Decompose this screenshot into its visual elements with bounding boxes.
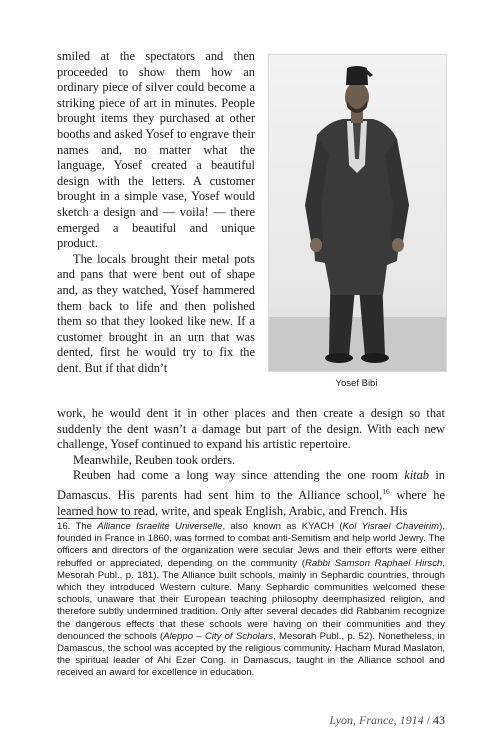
footnote-italic: Rabbi Samson Raphael Hirsch xyxy=(304,557,443,569)
page-number: 43 xyxy=(433,713,445,727)
footnote-16 xyxy=(57,521,445,680)
footnote-number: 16. xyxy=(57,521,71,532)
running-footer-separator: / xyxy=(423,713,433,727)
paragraph-4-text-a: Reuben had come a long way since attending the one room xyxy=(73,468,405,483)
portrait-photo xyxy=(268,54,447,372)
footnote-text: , Mesorah Publ., p. 181). The Alliance built schools, mainly in Sephardic countries, through which they introduced Western culture. Many Sephardic communities welcomed these schools, unaware that their European teaching philosophy deemphasized religion, and therefore subtly undermined tradition. Only after several decades did Rabbanim recognize the dangerous effects that these schools were having on their communities and they denounced the schools ( xyxy=(57,557,446,642)
footnote-text: , Mesorah Publ., p. 52). Nonetheless, in Damascus, the school was accepted by the religious community. Hacham Murad Maslaton, the spiritual leader of Ahi Ezer Cong. in Damascus, taught in the Alliance school and received an award for excellence in education. xyxy=(57,630,445,679)
photo-caption: Yosef Bibi xyxy=(335,378,378,389)
body-column-wrapped xyxy=(57,49,255,376)
running-footer xyxy=(329,713,445,728)
portrait-illustration xyxy=(269,55,446,371)
footnote-italic: Aleppo – City of Scholars xyxy=(163,630,274,642)
paragraph-4 xyxy=(57,468,445,519)
paragraph-2-continued: work, he would dent it in other places and then create a design so that suddenly the dent wasn’t a damage but part of the design. With each new challenge, Yosef continued to expand his artistic repertoire. xyxy=(57,406,445,452)
paragraph-4-kitab: kitab xyxy=(404,468,429,483)
footnote-italic: Alliance Israelite Universelle xyxy=(97,521,223,532)
running-footer-title: Lyon, France, 1914 xyxy=(329,713,424,727)
paragraph-4-text-b: in Damascus. His parents had sent him to the Alliance school, xyxy=(57,468,445,503)
footnote-text: The xyxy=(70,521,98,532)
footnote-divider xyxy=(57,518,141,519)
body-column-full xyxy=(57,406,445,519)
paragraph-4-text-c: where he learned how to read, write, and speak English, Arabic, and French. His xyxy=(57,488,445,518)
paragraph-3: Meanwhile, Reuben took orders. xyxy=(73,452,236,467)
paragraph-2: The locals brought their metal pots and pans that were bent out of shape and, as they watched, Yosef hammered them back to life and then polished them so that they looked like new. If a customer brought in an urn that was dented, first he would try to fix the dent. But if that didn’t xyxy=(57,251,255,375)
footnote-italic: Kol Yisrael Chaveirim xyxy=(342,521,440,532)
footnote-reference[interactable]: 16 xyxy=(382,486,390,496)
paragraph-1: smiled at the spectators and then proceeded to show them how an ordinary piece of silver could become a striking piece of art in minutes. People brought items they purchased at other booths and asked Yosef to engrave their names and, no matter what the language, Yosef created a beautiful design with the letters. A customer brought in a simple vase, Yosef would sketch a design and — voila! — there emerged a beautiful and unique product. xyxy=(57,49,255,251)
footnote-text: , also known as KYACH ( xyxy=(222,521,343,532)
footnote-text: ), founded in France in 1860, was formed to combat anti-Semitism and help world Jewry. The officers and directors of the organization were secular Jews and their efforts were either rebuffed or appreciated, depending on the community ( xyxy=(57,521,445,569)
